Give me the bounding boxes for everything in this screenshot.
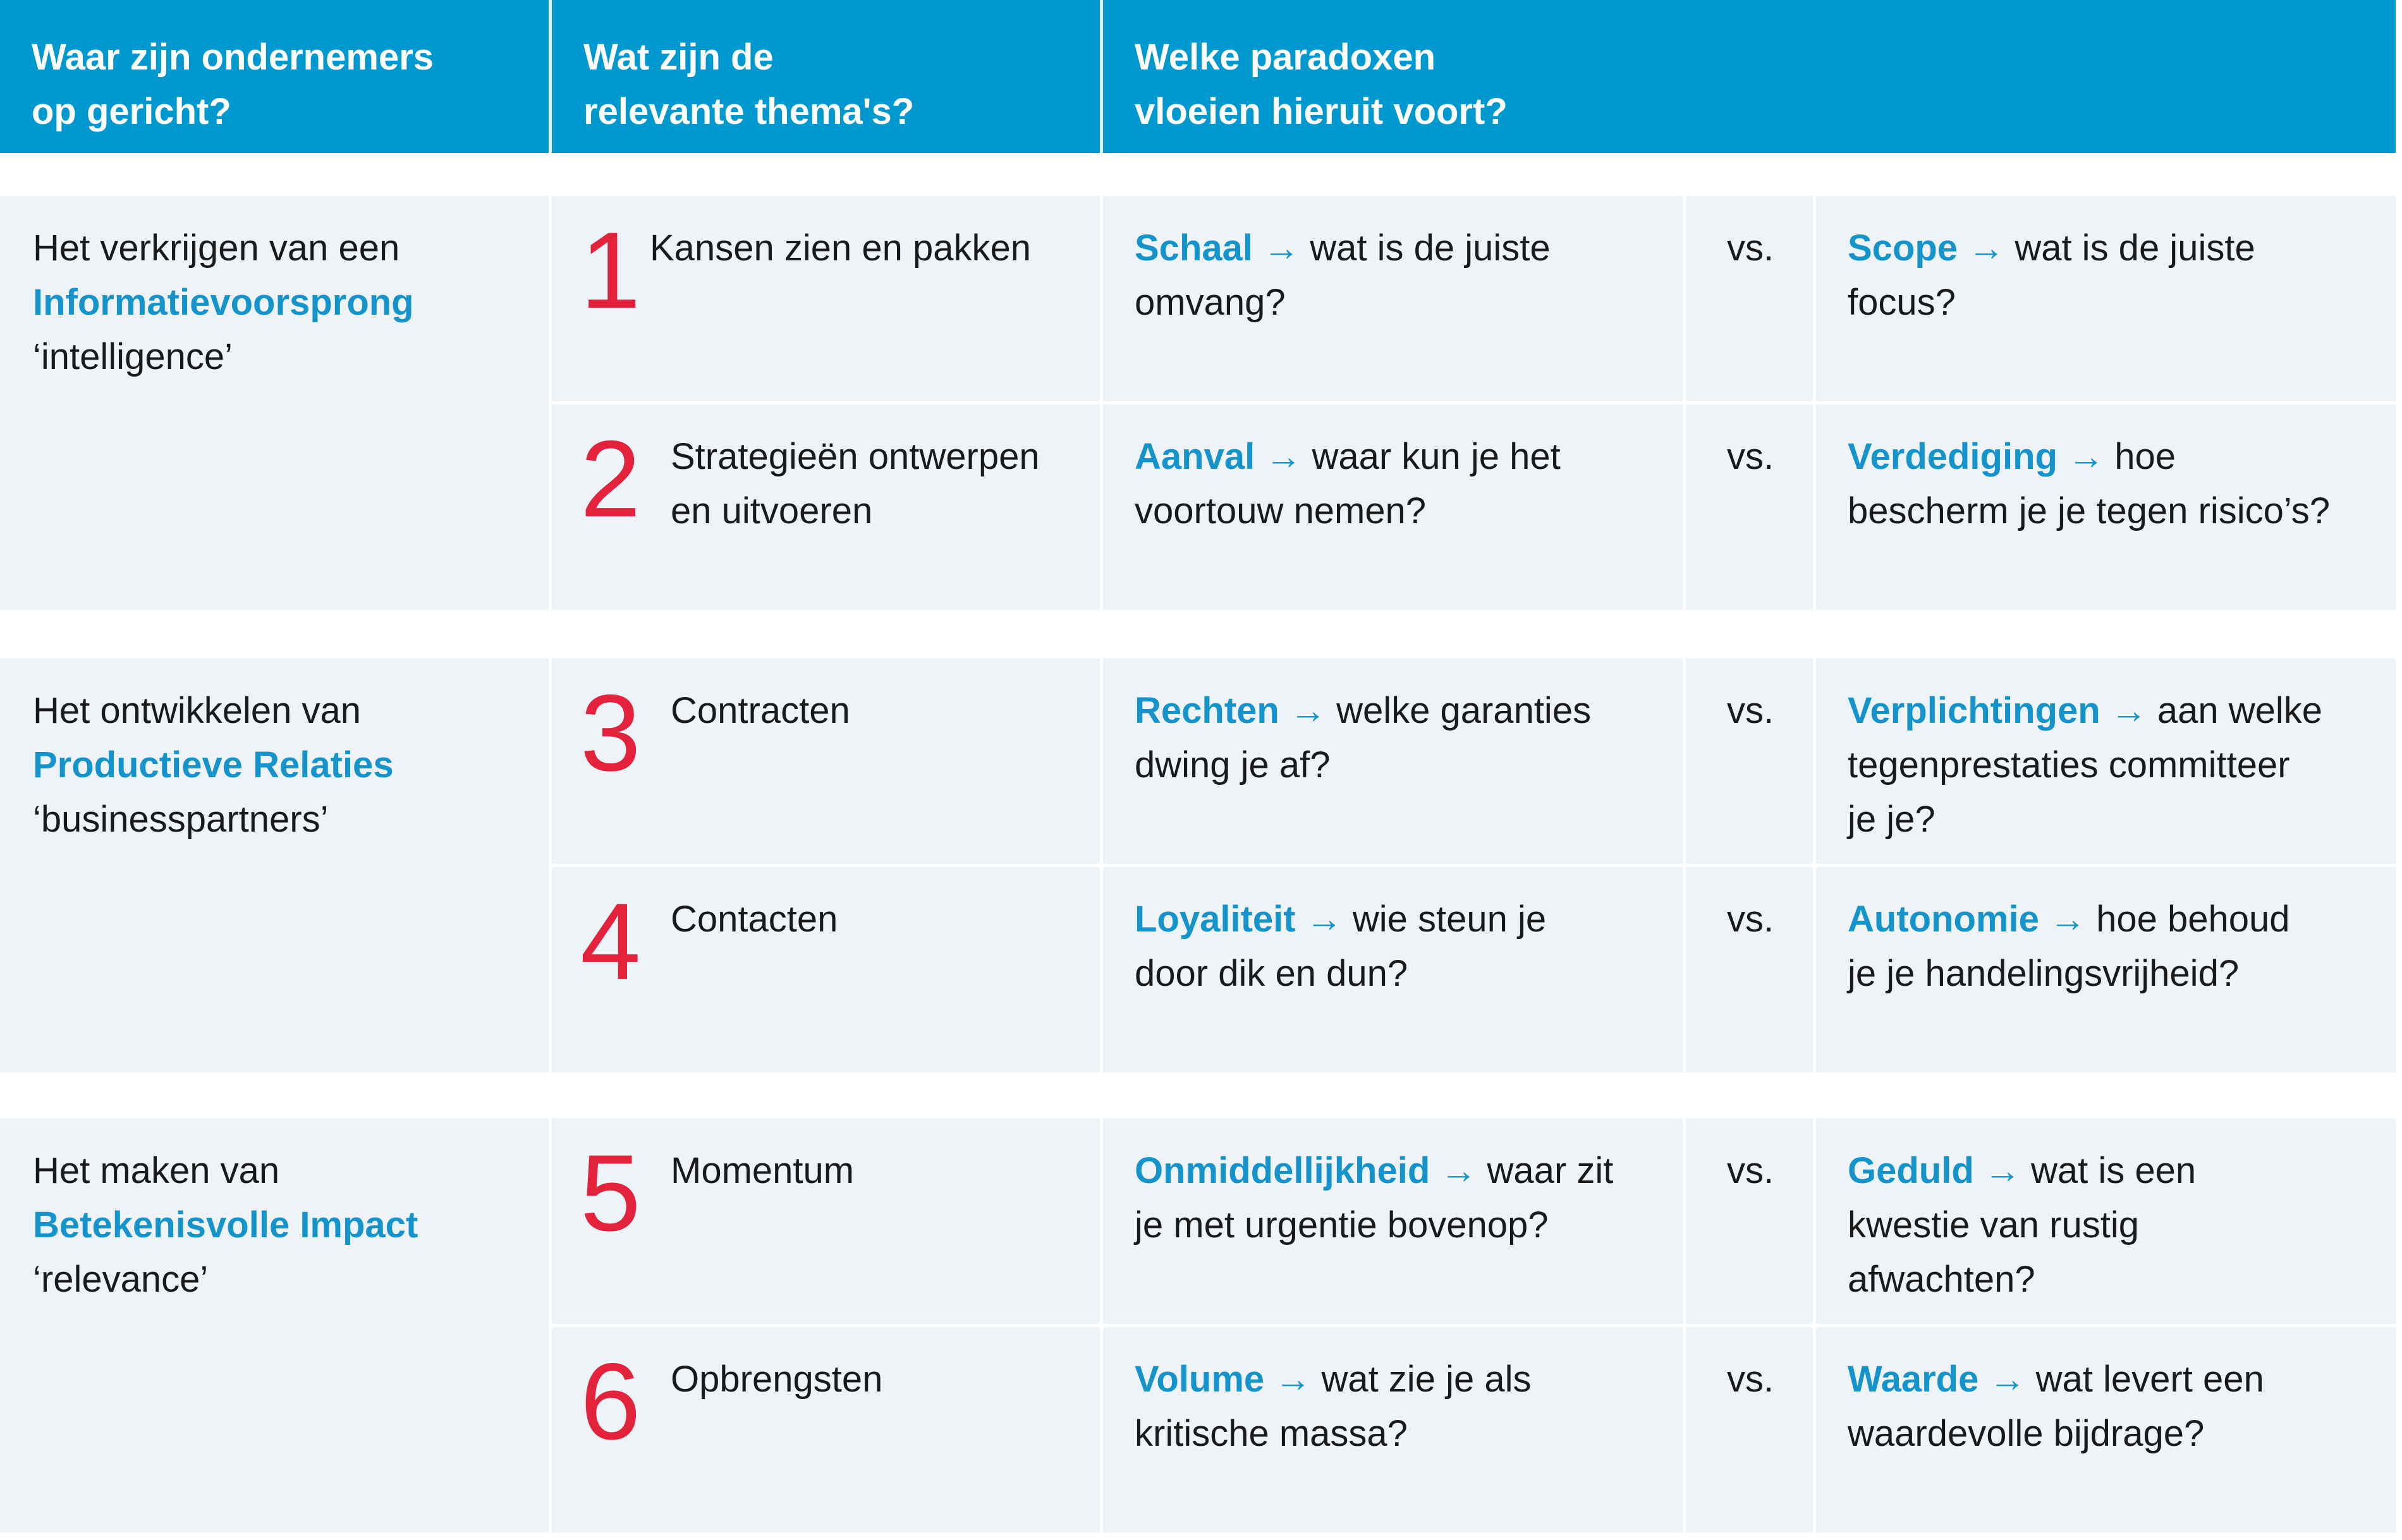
paradox-question: tegenprestaties committeer bbox=[1848, 744, 2290, 785]
paradox-question: je met urgentie bovenop? bbox=[1135, 1204, 1549, 1246]
paradox-right-text bbox=[1848, 684, 2391, 847]
paradox-right-cell bbox=[1816, 658, 2396, 864]
arrow-right-icon: → bbox=[2068, 436, 2105, 477]
paradox-question: focus? bbox=[1848, 282, 1956, 323]
focus-line: Het verkrijgen van een bbox=[33, 227, 400, 269]
focus-text bbox=[33, 221, 414, 384]
theme-label-line: en uitvoeren bbox=[671, 490, 873, 531]
focus-text bbox=[33, 1144, 418, 1307]
theme-label-line: Kansen zien en pakken bbox=[650, 227, 1031, 269]
paradox-question: kritische massa? bbox=[1135, 1413, 1408, 1454]
paradox-question: je je? bbox=[1848, 799, 1936, 840]
theme-label-line: Contacten bbox=[671, 899, 838, 940]
theme-label-line: Contracten bbox=[671, 690, 850, 731]
theme-number: 5 bbox=[580, 1132, 641, 1254]
paradox-left-cell bbox=[1103, 658, 1683, 864]
theme-cell bbox=[552, 867, 1100, 1072]
paradox-line bbox=[1135, 1144, 1666, 1198]
paradox-term: Waarde bbox=[1848, 1359, 1979, 1400]
vs-cell bbox=[1686, 867, 1813, 1072]
paradox-question: hoe bbox=[2114, 436, 2176, 477]
paradox-question: je je handelingsvrijheid? bbox=[1848, 953, 2240, 994]
paradox-question: voortouw nemen? bbox=[1135, 490, 1427, 531]
paradox-question: wat zie je als bbox=[1321, 1359, 1532, 1400]
paradox-question: omvang? bbox=[1135, 282, 1286, 323]
focus-highlight: Productieve Relaties bbox=[33, 744, 394, 785]
theme-number: 1 bbox=[580, 210, 641, 331]
theme-label bbox=[671, 1352, 882, 1407]
paradox-term: Aanval bbox=[1135, 436, 1255, 477]
paradox-left-text bbox=[1135, 892, 1666, 1001]
theme-cell bbox=[552, 404, 1100, 610]
header-focus bbox=[0, 0, 549, 153]
paradox-line bbox=[1135, 430, 1666, 484]
paradox-question: aan welke bbox=[2157, 690, 2323, 731]
arrow-right-icon: → bbox=[2110, 690, 2147, 731]
header-paradoxes-line2: vloeien hieruit voort? bbox=[1135, 91, 1508, 132]
paradox-right-cell bbox=[1816, 404, 2396, 610]
paradox-question: kwestie van rustig bbox=[1848, 1204, 2139, 1246]
vs-label: vs. bbox=[1727, 899, 1774, 940]
focus-highlight: Betekenisvolle Impact bbox=[33, 1204, 418, 1246]
arrow-right-icon: → bbox=[1263, 227, 1300, 269]
paradox-line bbox=[1135, 684, 1666, 738]
focus-cell bbox=[0, 658, 549, 1072]
paradox-question: welke garanties bbox=[1336, 690, 1592, 731]
table-header bbox=[0, 0, 2396, 153]
header-focus-line1: Waar zijn ondernemers bbox=[32, 37, 434, 78]
vs-cell bbox=[1686, 404, 1813, 610]
paradox-question: waar kun je het bbox=[1312, 436, 1561, 477]
section bbox=[0, 1119, 2396, 1532]
section bbox=[0, 658, 2396, 1072]
paradox-line bbox=[1848, 1352, 2391, 1407]
paradox-right-text bbox=[1848, 1352, 2391, 1461]
paradox-line bbox=[1135, 1352, 1666, 1407]
vs-label: vs. bbox=[1727, 1359, 1774, 1400]
theme-number: 2 bbox=[580, 418, 641, 540]
arrow-right-icon: → bbox=[1274, 1359, 1312, 1400]
paradox-term: Rechten bbox=[1135, 690, 1279, 731]
header-paradoxes-line1: Welke paradoxen bbox=[1135, 37, 1436, 78]
theme-cell bbox=[552, 658, 1100, 864]
paradox-right-text bbox=[1848, 892, 2391, 1001]
vs-label: vs. bbox=[1727, 690, 1774, 731]
header-themes-line2: relevante thema's? bbox=[583, 91, 915, 132]
paradox-left-text bbox=[1135, 1352, 1666, 1461]
paradox-line bbox=[1848, 430, 2391, 484]
paradox-term: Geduld bbox=[1848, 1150, 1974, 1191]
paradox-line bbox=[1848, 1144, 2391, 1198]
theme-label bbox=[650, 221, 1031, 276]
paradox-right-cell bbox=[1816, 867, 2396, 1072]
arrow-right-icon: → bbox=[1984, 1150, 2021, 1191]
focus-line: Het maken van bbox=[33, 1150, 280, 1191]
theme-label-line: Strategieën ontwerpen bbox=[671, 436, 1040, 477]
theme-label bbox=[671, 430, 1040, 538]
header-paradoxes bbox=[1103, 0, 2396, 153]
vs-cell bbox=[1686, 1327, 1813, 1532]
arrow-right-icon: → bbox=[1265, 436, 1302, 477]
vs-cell bbox=[1686, 658, 1813, 864]
header-themes bbox=[552, 0, 1100, 153]
paradox-term: Volume bbox=[1135, 1359, 1265, 1400]
paradox-line bbox=[1848, 892, 2391, 947]
paradox-left-cell bbox=[1103, 1327, 1683, 1532]
theme-number: 4 bbox=[580, 881, 641, 1002]
arrow-right-icon: → bbox=[2049, 899, 2086, 940]
paradox-line bbox=[1848, 221, 2391, 276]
paradox-question: waardevolle bijdrage? bbox=[1848, 1413, 2205, 1454]
paradox-term: Loyaliteit bbox=[1135, 899, 1296, 940]
paradox-left-text bbox=[1135, 1144, 1666, 1252]
paradox-term: Autonomie bbox=[1848, 899, 2039, 940]
header-themes-line1: Wat zijn de bbox=[583, 37, 774, 78]
vs-cell bbox=[1686, 1119, 1813, 1324]
paradox-question: wie steun je bbox=[1352, 899, 1547, 940]
paradox-left-text bbox=[1135, 221, 1666, 330]
paradox-right-cell bbox=[1816, 1327, 2396, 1532]
vs-label: vs. bbox=[1727, 1150, 1774, 1191]
focus-quote: ‘relevance’ bbox=[33, 1259, 209, 1300]
paradox-question: wat is de juiste bbox=[1310, 227, 1551, 269]
paradox-left-cell bbox=[1103, 404, 1683, 610]
paradox-right-text bbox=[1848, 430, 2391, 538]
paradox-line bbox=[1135, 221, 1666, 276]
paradox-question: wat levert een bbox=[2035, 1359, 2264, 1400]
theme-number: 3 bbox=[580, 672, 641, 794]
paradox-question: wat is de juiste bbox=[2015, 227, 2255, 269]
arrow-right-icon: → bbox=[1968, 227, 2005, 269]
paradox-left-cell bbox=[1103, 196, 1683, 401]
paradox-right-text bbox=[1848, 1144, 2391, 1307]
focus-line: Het ontwikkelen van bbox=[33, 690, 362, 731]
paradox-left-cell bbox=[1103, 1119, 1683, 1324]
paradox-line bbox=[1135, 892, 1666, 947]
section bbox=[0, 196, 2396, 610]
arrow-right-icon: → bbox=[1440, 1150, 1477, 1191]
paradox-left-cell bbox=[1103, 867, 1683, 1072]
theme-label-line: Momentum bbox=[671, 1150, 855, 1191]
vs-label: vs. bbox=[1727, 436, 1774, 477]
vs-cell bbox=[1686, 196, 1813, 401]
paradox-question: dwing je af? bbox=[1135, 744, 1331, 785]
paradox-term: Verdediging bbox=[1848, 436, 2058, 477]
paradox-term: Verplichtingen bbox=[1848, 690, 2100, 731]
theme-label bbox=[671, 1144, 854, 1198]
theme-cell bbox=[552, 196, 1100, 401]
focus-highlight: Informatievoorsprong bbox=[33, 282, 414, 323]
paradox-question: door dik en dun? bbox=[1135, 953, 1408, 994]
theme-label bbox=[671, 892, 838, 947]
paradox-term: Scope bbox=[1848, 227, 1958, 269]
arrow-right-icon: → bbox=[1289, 690, 1326, 731]
paradox-question: waar zit bbox=[1487, 1150, 1614, 1191]
theme-label-line: Opbrengsten bbox=[671, 1359, 883, 1400]
theme-number: 6 bbox=[580, 1341, 641, 1462]
arrow-right-icon: → bbox=[1305, 899, 1343, 940]
paradox-right-text bbox=[1848, 221, 2391, 330]
vs-label: vs. bbox=[1727, 227, 1774, 269]
theme-cell bbox=[552, 1327, 1100, 1532]
focus-cell bbox=[0, 1119, 549, 1532]
paradox-question: wat is een bbox=[2031, 1150, 2197, 1191]
theme-label bbox=[671, 684, 850, 738]
arrow-right-icon: → bbox=[1989, 1359, 2026, 1400]
paradox-right-cell bbox=[1816, 1119, 2396, 1324]
focus-quote: ‘intelligence’ bbox=[33, 336, 233, 377]
paradox-right-cell bbox=[1816, 196, 2396, 401]
paradox-left-text bbox=[1135, 430, 1666, 538]
header-focus-line2: op gericht? bbox=[32, 91, 231, 132]
paradox-question: afwachten? bbox=[1848, 1259, 2035, 1300]
paradox-term: Schaal bbox=[1135, 227, 1253, 269]
paradox-question: bescherm je je tegen risico’s? bbox=[1848, 490, 2330, 531]
focus-cell bbox=[0, 196, 549, 610]
focus-quote: ‘businesspartners’ bbox=[33, 799, 329, 840]
paradox-question: hoe behoud bbox=[2096, 899, 2290, 940]
paradox-line bbox=[1848, 684, 2391, 738]
paradox-term: Onmiddellijkheid bbox=[1135, 1150, 1430, 1191]
theme-cell bbox=[552, 1119, 1100, 1324]
paradox-left-text bbox=[1135, 684, 1666, 792]
focus-text bbox=[33, 684, 394, 847]
